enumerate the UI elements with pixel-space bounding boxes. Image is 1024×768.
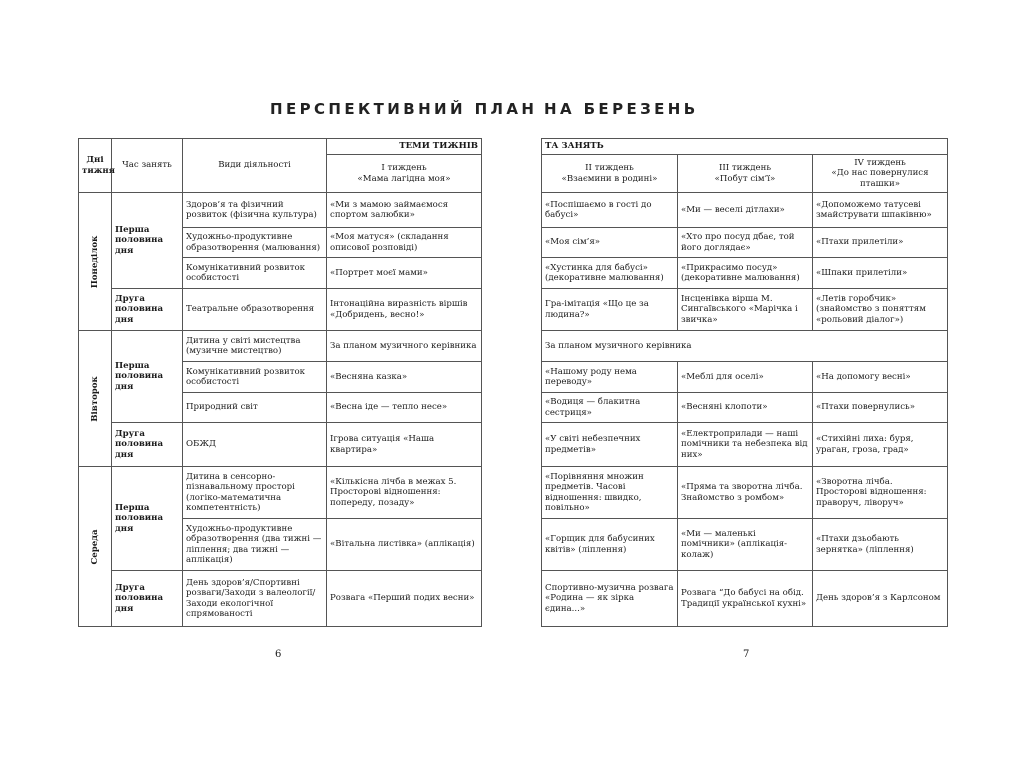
time-cell: Перша половина дня: [112, 467, 183, 571]
week3-cell: Розвага “До бабусі на обід. Традиції української кухні»: [678, 571, 813, 627]
week4-cell: «Стихійні лиха: буря, ураган, гроза, град»: [813, 423, 948, 467]
week1-cell: «Весна іде — тепло несе»: [327, 393, 482, 423]
week2-cell: «Хустинка для бабусі» (декоративне малювання): [542, 258, 678, 289]
week4-cell: «Допоможемо татусеві змайструвати шпаківню»: [813, 193, 948, 228]
header-week-2: II тиждень «Взаємини в родині»: [542, 155, 678, 193]
activity-cell: Здоров’я та фізичний розвиток (фізична культура): [183, 193, 327, 228]
week2-cell: Гра-імітація «Що це за людина?»: [542, 289, 678, 331]
activity-cell: День здоров’я/Спортивні розваги/Заходи з валеології/ Заходи екологічної спрямованості: [183, 571, 327, 627]
week1-cell: Інтонаційна виразність віршів «Добридень, весно!»: [327, 289, 482, 331]
week4-cell: «Зворотна лічба. Просторові відношення: праворуч, ліворуч»: [813, 467, 948, 519]
time-cell: Друга половина дня: [112, 423, 183, 467]
table-row: [79, 331, 482, 362]
day-cell-wednesday: Середа: [79, 467, 112, 627]
header-week-3: III тиждень «Побут сім’ї»: [678, 155, 813, 193]
table-row: [542, 289, 948, 331]
time-cell: Перша половина дня: [112, 331, 183, 423]
day-cell-tuesday: Вівторок: [79, 331, 112, 467]
time-cell: Друга половина дня: [112, 289, 183, 331]
week3-cell: «Ми — маленькі помічники» (аплікація-колаж): [678, 519, 813, 571]
activity-cell: Природний світ: [183, 393, 327, 423]
week4-cell: «На допомогу весні»: [813, 362, 948, 393]
table-row: [542, 519, 948, 571]
header-week-4: IV тиждень «До нас повернулися пташки»: [813, 155, 948, 193]
week2-cell: «У світі небезпечних предметів»: [542, 423, 678, 467]
week3-cell: «Електроприлади — наші помічники та небезпека від них»: [678, 423, 813, 467]
week1-cell: Розвага «Перший подих весни»: [327, 571, 482, 627]
merged-cell: За планом музичного керівника: [542, 331, 948, 362]
activity-cell: Дитина у світі мистецтва (музичне мистецтво): [183, 331, 327, 362]
activity-cell: Комунікативний розвиток особистості: [183, 362, 327, 393]
activity-cell: Дитина в сенсорно-пізнавальному просторі (логіко-математична компетентність): [183, 467, 327, 519]
week2-cell: «Порівняння множин предметів. Часові відношення: швидко, повільно»: [542, 467, 678, 519]
table-row: [79, 193, 482, 228]
table-row: [542, 362, 948, 393]
week4-cell: «Летів горобчик» (знайомство з поняттям «рольовий діалог»): [813, 289, 948, 331]
day-cell-monday: Понеділок: [79, 193, 112, 331]
header-activities: Види діяльності: [183, 139, 327, 193]
table-row: [79, 571, 482, 627]
week1-cell: «Ми з мамою займаємося спортом залюбки»: [327, 193, 482, 228]
week2-cell: «Поспішаємо в гості до бабусі»: [542, 193, 678, 228]
activity-cell: Комунікативний розвиток особистості: [183, 258, 327, 289]
table-row: [79, 289, 482, 331]
plan-title-right: НА БЕРЕЗЕНЬ: [544, 100, 699, 118]
week2-cell: «Моя сім’я»: [542, 228, 678, 258]
week1-cell: «Моя матуся» (складання описової розповіді): [327, 228, 482, 258]
table-row: [542, 571, 948, 627]
header-days: Дні тижня: [79, 139, 112, 193]
plan-table-right: [541, 138, 948, 627]
header-themes-continued: ТА ЗАНЯТЬ: [542, 139, 948, 155]
week1-cell: Ігрова ситуація «Наша квартира»: [327, 423, 482, 467]
table-row: [542, 467, 948, 519]
page-number-left: 6: [275, 649, 282, 660]
header-themes: ТЕМИ ТИЖНІВ: [327, 139, 482, 155]
week3-cell: «Ми — веселі дітлахи»: [678, 193, 813, 228]
table-row: [542, 423, 948, 467]
table-row: [79, 423, 482, 467]
week4-cell: День здоров’я з Карлсоном: [813, 571, 948, 627]
week3-cell: «Прикрасимо посуд» (декоративне малювання): [678, 258, 813, 289]
table-row: [542, 258, 948, 289]
week3-cell: Інсценівка вірша М. Сингаївського «Марічка і звичка»: [678, 289, 813, 331]
table-row: [542, 228, 948, 258]
activity-cell: Художньо-продуктивне образотворення (малювання): [183, 228, 327, 258]
activity-cell: Театральне образотворення: [183, 289, 327, 331]
week2-cell: «Нашому роду нема переводу»: [542, 362, 678, 393]
table-row: [542, 393, 948, 423]
week4-cell: «Птахи повернулись»: [813, 393, 948, 423]
time-cell: Перша половина дня: [112, 193, 183, 289]
week2-cell: «Водиця — блакитна сестриця»: [542, 393, 678, 423]
week1-cell: «Кількісна лічба в межах 5. Просторові відношення: попереду, позаду»: [327, 467, 482, 519]
week3-cell: «Хто про посуд дбає, той його доглядає»: [678, 228, 813, 258]
plan-title-left: ПЕРСПЕКТИВНИЙ ПЛАН: [270, 100, 538, 118]
week1-cell: «Вітальна листівка» (аплікація): [327, 519, 482, 571]
week3-cell: «Пряма та зворотна лічба. Знайомство з ромбом»: [678, 467, 813, 519]
activity-cell: Художньо-продуктивне образотворення (два тижні — ліплення; два тижні — аплікація): [183, 519, 327, 571]
plan-table-left: [78, 138, 482, 627]
week3-cell: «Меблі для оселі»: [678, 362, 813, 393]
table-row: [542, 331, 948, 362]
header-time: Час занять: [112, 139, 183, 193]
week1-cell: «Весняна казка»: [327, 362, 482, 393]
week3-cell: «Весняні клопоти»: [678, 393, 813, 423]
time-cell: Друга половина дня: [112, 571, 183, 627]
activity-cell: ОБЖД: [183, 423, 327, 467]
table-row: [79, 467, 482, 519]
week1-cell: За планом музичного керівника: [327, 331, 482, 362]
table-row: [542, 193, 948, 228]
week1-cell: «Портрет моєї мами»: [327, 258, 482, 289]
week2-cell: «Горщик для бабусиних квітів» (ліплення): [542, 519, 678, 571]
page-number-right: 7: [743, 649, 750, 660]
header-week-1: I тиждень «Мама лагідна моя»: [327, 155, 482, 193]
week2-cell: Спортивно-музична розвага «Родина — як зірка єдина...»: [542, 571, 678, 627]
week4-cell: «Птахи прилетіли»: [813, 228, 948, 258]
week4-cell: «Шпаки прилетіли»: [813, 258, 948, 289]
week4-cell: «Птахи дзьобають зернятка» (ліплення): [813, 519, 948, 571]
